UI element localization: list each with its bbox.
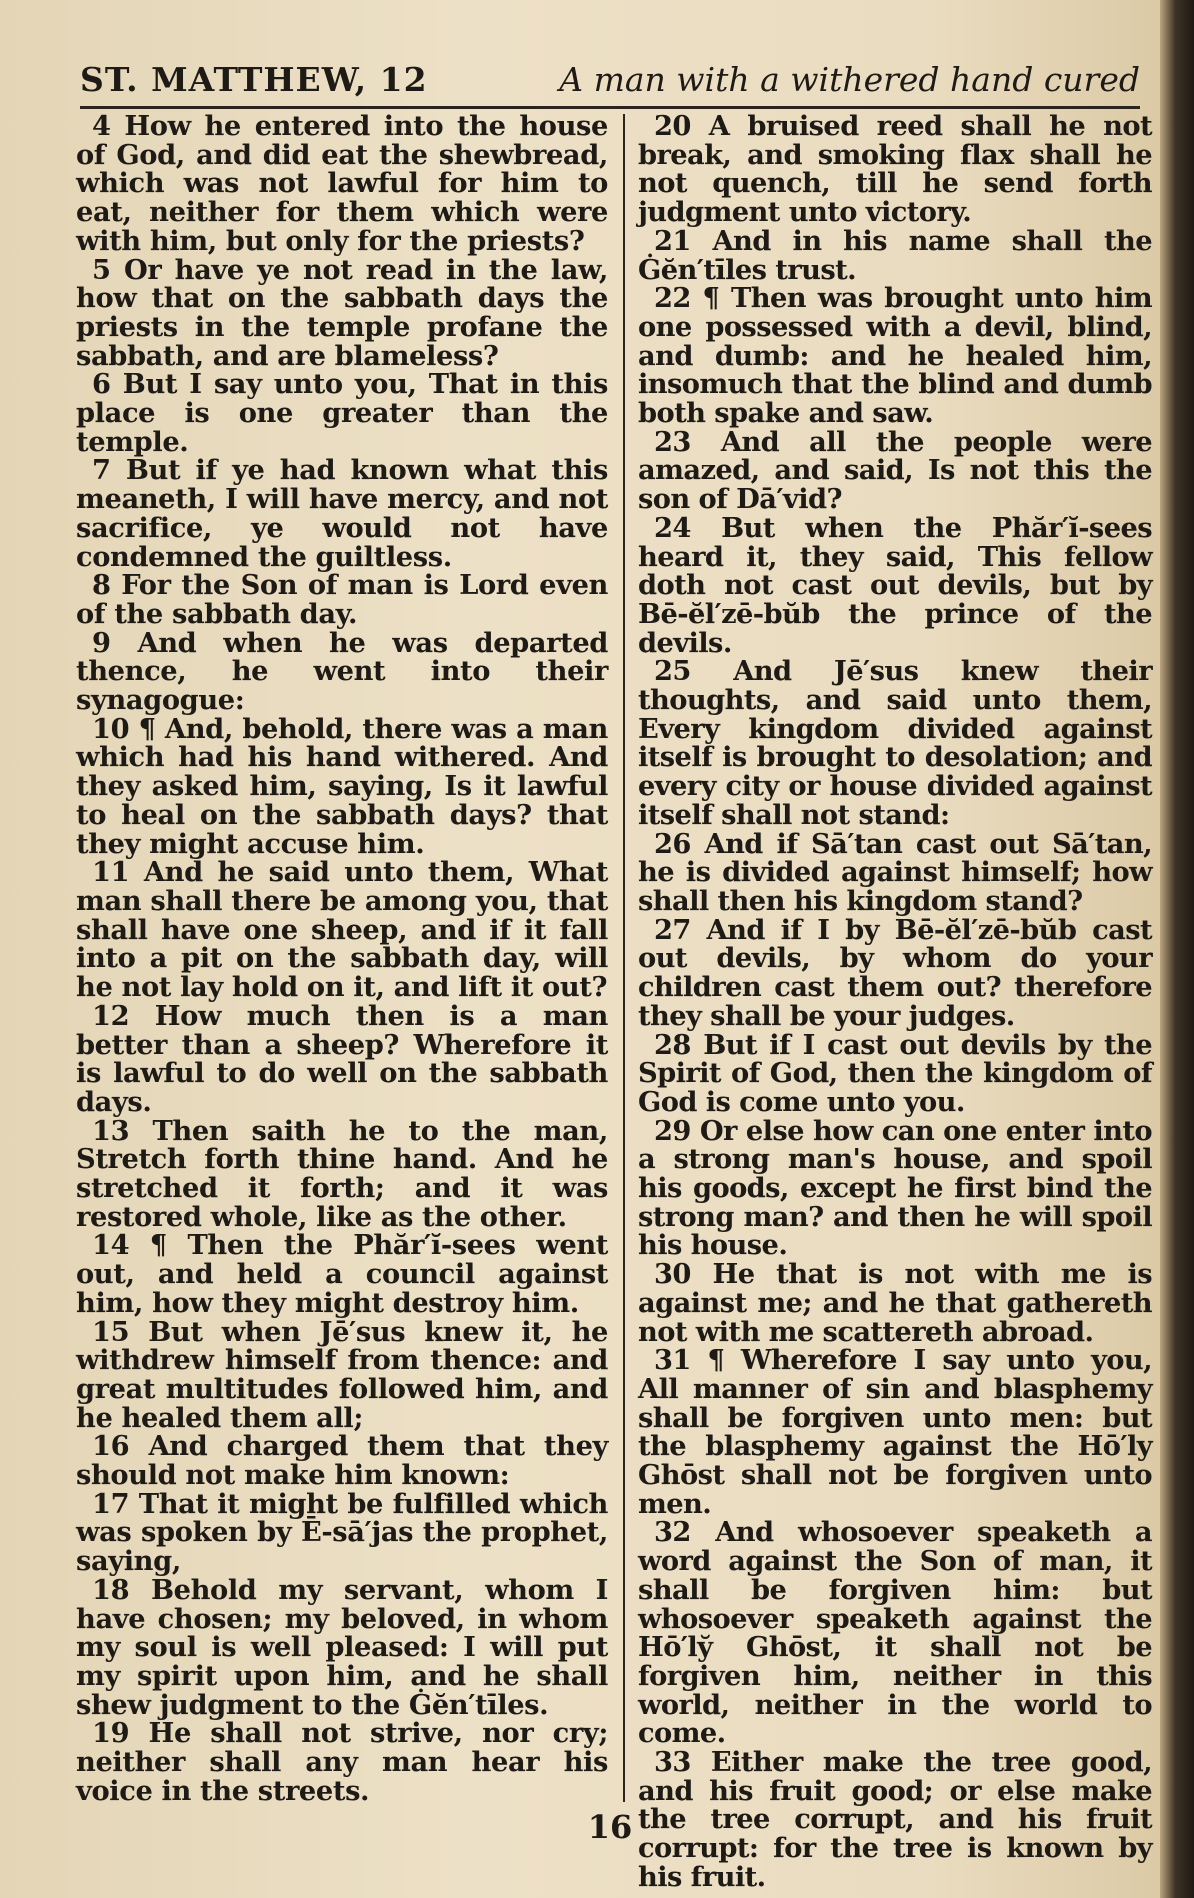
- verse-text: Behold my servant, whom I have chosen; my beloved, in whom my soul is well pleased: I will put my spirit upon him, and he shall shew judgment to the Ġĕn′tīles.: [76, 1573, 609, 1721]
- verse-25: [638, 657, 1152, 829]
- verse-text: Then saith he to the man, Stretch forth thine hand. And he stretched it forth; and it was restored whole, like as the other.: [76, 1114, 608, 1233]
- verse-17: [76, 1487, 609, 1578]
- verse-text: But if I cast out devils by the Spirit of God, then the kingdom of God is come unto you.: [638, 1028, 1153, 1118]
- verse-text: But if ye had known what this meaneth, I will have mercy, and not sacrifice, ye would not have condemned the guiltless.: [76, 454, 608, 573]
- verse-15: [76, 1315, 608, 1434]
- header-rule: [80, 106, 1140, 109]
- verse-16: [76, 1430, 608, 1492]
- verse-text: And if Sā′tan cast out Sā′tan, he is divided against himself; how shall then his kingdom stand?: [638, 827, 1153, 917]
- verse-text: And all the people were amazed, and said, Is not this the son of Dā′vid?: [638, 425, 1152, 516]
- verse-number: 29: [654, 1114, 691, 1147]
- verse-number: 4: [92, 110, 111, 142]
- book-chapter-heading: ST. MATTHEW, 12: [80, 60, 428, 99]
- verse-text: A bruised reed shall he not break, and smoking flax shall he not quench, till he send forth judgment unto victory.: [638, 110, 1152, 229]
- verse-number: 32: [654, 1516, 691, 1549]
- verse-23: [638, 425, 1152, 516]
- verse-text: ¶ And, behold, there was a man which had his hand withered. And they asked him, saying, Is it lawful to heal on the sabbath days? that they might accuse him.: [76, 712, 608, 860]
- verse-text: ¶ Wherefore I say unto you, All manner of sin and blasphemy shall be forgiven unto men: but the blasphemy against the Hō′ly Ghōst shall not be forgiven unto men.: [638, 1344, 1152, 1520]
- verse-number: 7: [92, 454, 111, 487]
- verse-number: 10: [92, 712, 130, 745]
- left-column: [76, 112, 608, 1805]
- verse-number: 5: [92, 253, 111, 286]
- verse-text: Either make the tree good, and his fruit good; or else make the tree corrupt, and his fruit corrupt: for the tree is known by his fruit.: [638, 1746, 1152, 1893]
- verse-number: 25: [654, 655, 691, 688]
- verse-number: 15: [92, 1315, 130, 1348]
- verse-number: 31: [654, 1344, 691, 1377]
- page-number: 16: [587, 1808, 633, 1846]
- verse-text: He shall not strive, nor cry; neither shall any man hear his voice in the streets.: [76, 1717, 608, 1807]
- verse-text: ¶ Then the Phăr′ĭ-sees went out, and held a council against him, how they might destroy him.: [76, 1229, 608, 1319]
- verse-text: But I say unto you, That in this place is one greater than the temple.: [76, 368, 608, 458]
- verse-33: [638, 1748, 1152, 1892]
- verse-text: How much then is a man better than a sheep? Wherefore it is lawful to do well on the sabbath days.: [76, 999, 609, 1118]
- verse-number: 24: [654, 511, 691, 544]
- verse-number: 12: [92, 999, 130, 1032]
- verse-number: 13: [92, 1114, 130, 1147]
- verse-32: [638, 1518, 1152, 1748]
- verse-4: [76, 112, 608, 256]
- verse-number: 17: [92, 1487, 130, 1520]
- verse-text: And charged them that they should not make him known:: [76, 1430, 608, 1492]
- verse-13: [76, 1114, 608, 1233]
- verse-11: [76, 858, 608, 1002]
- running-head: [80, 58, 1140, 102]
- verse-number: 28: [654, 1028, 691, 1061]
- column-divider: [623, 114, 625, 1802]
- verse-number: 8: [92, 569, 111, 602]
- verse-24: [638, 511, 1153, 659]
- verse-number: 14: [92, 1229, 130, 1262]
- verse-number: 6: [92, 368, 111, 401]
- book-gutter: [1160, 0, 1194, 1898]
- verse-20: [638, 112, 1152, 227]
- verse-30: [638, 1260, 1152, 1346]
- verse-21: [638, 224, 1152, 286]
- verse-10: [76, 712, 608, 860]
- verse-number: 11: [92, 856, 130, 889]
- verse-text: And Jē′sus knew their thoughts, and said unto them, Every kingdom divided against itself is brought to desolation; and every city or house divided against itself shall not stand:: [638, 655, 1152, 831]
- page-caption: A man with a withered hand cured: [559, 60, 1140, 99]
- verse-27: [638, 913, 1152, 1032]
- verse-number: 22: [654, 282, 691, 315]
- verse-text: That it might be fulfilled which was spoken by Ē-sā′jas the prophet, saying,: [76, 1487, 609, 1578]
- verse-text: And if I by Bē-ĕl′zē-bŭb cast out devils, by whom do your children cast them out? therefore they shall be your judges.: [638, 913, 1152, 1032]
- verse-text: But when Jē′sus knew it, he withdrew himself from thence: and great multitudes followed him, and he healed them all;: [76, 1315, 608, 1434]
- verse-29: [638, 1114, 1152, 1262]
- verse-number: 26: [654, 827, 691, 860]
- verse-text: Or have ye not read in the law, how that on the sabbath days the priests in the temple profane the sabbath, and are blameless?: [76, 253, 609, 372]
- verse-12: [76, 999, 609, 1118]
- verse-text: For the Son of man is Lord even of the sabbath day.: [76, 569, 608, 630]
- verse-text: ¶ Then was brought unto him one possessed with a devil, blind, and dumb: and he healed him, insomuch that the blind and dumb both spake and saw.: [638, 282, 1153, 430]
- verse-text: And whosoever speaketh a word against the Son of man, it shall be forgiven him: but whosoever speaketh against the Hō′ly̆ Ghōst, it shall not be forgiven him, neither in this world, neither in the world to come.: [638, 1516, 1152, 1750]
- verse-text: And he said unto them, What man shall there be among you, that shall have one sheep, and if it fall into a pit on the sabbath day, will he not lay hold on it, and lift it out?: [76, 856, 608, 1004]
- verse-number: 9: [92, 626, 111, 659]
- verse-5: [76, 253, 609, 372]
- verse-number: 30: [654, 1258, 691, 1291]
- verse-26: [638, 827, 1153, 917]
- verse-number: 27: [654, 913, 691, 946]
- verse-number: 33: [654, 1746, 691, 1779]
- verse-text: How he entered into the house of God, and did eat the shewbread, which was not lawful for him to eat, neither for them which were with him, but only for the priests?: [76, 110, 608, 257]
- verse-text: Or else how can one enter into a strong man's house, and spoil his goods, except he first bind the strong man? and then he will spoil his house.: [638, 1114, 1152, 1262]
- verse-number: 21: [654, 224, 691, 257]
- verse-22: [638, 284, 1152, 428]
- verse-9: [76, 626, 608, 717]
- verse-number: 20: [654, 110, 691, 142]
- verse-28: [638, 1028, 1153, 1118]
- verse-18: [76, 1573, 609, 1721]
- verse-19: [76, 1719, 608, 1805]
- verse-text: And when he was departed thence, he went into their synagogue:: [76, 626, 608, 717]
- verse-number: 18: [92, 1573, 130, 1606]
- verse-14: [76, 1231, 608, 1317]
- verse-number: 16: [92, 1430, 130, 1463]
- verse-31: [638, 1346, 1152, 1518]
- verse-text: But when the Phăr′ĭ-sees heard it, they said, This fellow doth not cast out devils, but by Bē-ĕl′zē-bŭb the prince of the devils.: [638, 511, 1153, 659]
- verse-number: 23: [654, 425, 691, 458]
- right-column: [638, 112, 1152, 1892]
- verse-7: [76, 456, 608, 571]
- verse-text: He that is not with me is against me; and he that gathereth not with me scattereth abroad.: [638, 1258, 1153, 1348]
- verse-text: And in his name shall the Ġĕn′tīles trust.: [638, 224, 1152, 286]
- verse-8: [76, 571, 608, 628]
- verse-6: [76, 370, 608, 456]
- verse-number: 19: [92, 1717, 130, 1750]
